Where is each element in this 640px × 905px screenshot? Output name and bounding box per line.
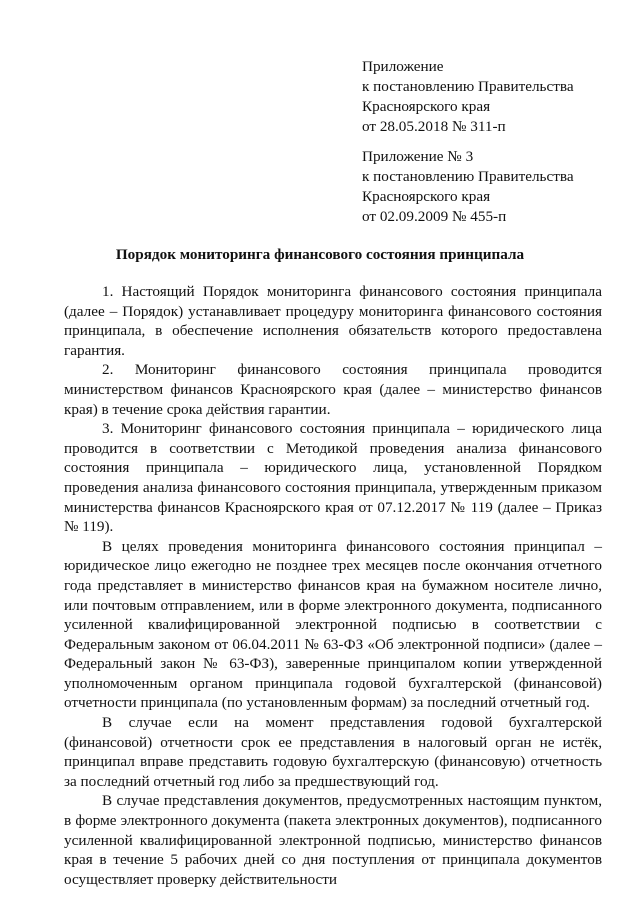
paragraph: 1. Настоящий Порядок мониторинга финансового состояния принципала (далее – Порядок) устанавливает процедуру мониторинга финансового состояния принципала, в обеспечение исполнения обязательств которого предоставлена гарантия. [64,283,602,359]
appendix-line: Приложение [362,58,444,75]
paragraph: 2. Мониторинг финансового состояния принципала проводится министерством финансов Красноярского края (далее – министерство финансов края) в течение срока действия гарантии. [64,361,602,418]
document-title: Порядок мониторинга финансового состояния принципала [115,246,525,263]
appendix-line: Красноярского края [362,98,491,115]
paragraph: 3. Мониторинг финансового состояния принципала – юридического лица проводится в соответствии с Методикой проведения анализа финансового состояния принципала – юридического лица, установленной Порядком проведения анализа финансового состояния принципала, утвержденным приказом министерства финансов Красноярского края от 07.12.2017 № 119 (далее – Приказ № 119). [64,420,602,536]
document-body [64,282,602,889]
appendix-header-current [362,57,574,137]
paragraph: В целях проведения мониторинга финансового состояния принципал – юридическое лицо ежегодно не позднее трех месяцев после окончания отчетного года представляет в министерство финансов края на бумажном носителе лично, или почтовым отправлением, или в форме электронного документа, подписанного усиленной квалифицированной электронной подписью в соответствии с Федеральным законом от 06.04.2011 № 63-ФЗ «Об электронной подписи» (далее – Федеральный закон № 63-ФЗ), заверенные принципалом копии утвержденной уполномоченным органом принципала годовой бухгалтерской (финансовой) отчетности принципала (по установленным формам) за последний отчетный год. [64,537,602,712]
appendix-header-original [362,147,574,227]
appendix-line: от 28.05.2018 № 311-п [362,118,506,135]
appendix-line: Приложение № 3 [362,148,474,165]
appendix-line: к постановлению Правительства [362,168,574,185]
paragraph: В случае представления документов, предусмотренных настоящим пунктом, в форме электронного документа (пакета электронных документов), подписанного усиленной квалифицированной электронной подписью, министерство финансов края в течение 5 рабочих дней со дня поступления от принципала документов осуществляет проверку действительности [64,792,602,888]
paragraph: В случае если на момент представления годовой бухгалтерской (финансовой) отчетности срок ее представления в налоговый орган не истёк, принципал вправе представить годовую бухгалтерскую (финансовую) отчетность за последний отчетный год либо за предшествующий год. [64,714,602,790]
appendix-line: к постановлению Правительства [362,78,574,95]
appendix-line: от 02.09.2009 № 455-п [362,208,507,225]
appendix-line: Красноярского края [362,188,491,205]
